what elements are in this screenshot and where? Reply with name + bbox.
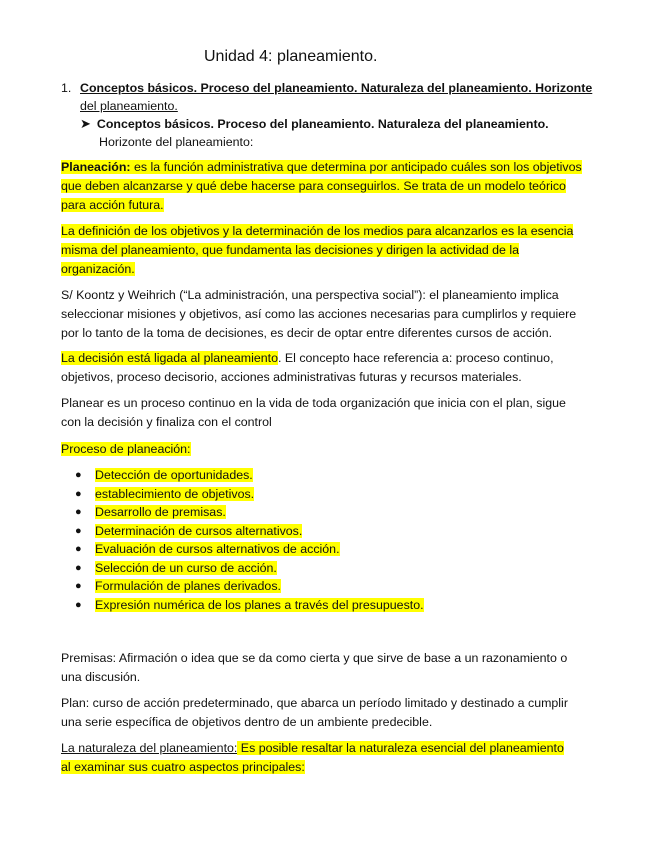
arrow-bullet-icon: ➤ (80, 116, 91, 131)
decision-paragraph: La decisión está ligada al planeamiento. El concepto hace referencia a: proceso continuo, objetivos, proceso decisorio, acciones administrativas futuras y recursos materiales. (61, 351, 554, 384)
section-heading (80, 79, 600, 115)
proceso-title: Proceso de planeación: (61, 442, 191, 456)
bullet-icon: ● (75, 524, 82, 537)
list-item: ● Evaluación de cursos alternativos de acción. (61, 540, 424, 559)
list-item: ● Selección de un curso de acción. (61, 559, 424, 578)
planear-paragraph: Planear es un proceso continuo en la vida de toda organización que inicia con el plan, sigue con la decisión y finaliza con el control (61, 396, 566, 429)
list-item: ● establecimiento de objetivos. (61, 485, 424, 504)
page-title: Unidad 4: planeamiento. (204, 48, 378, 65)
naturaleza-label: La naturaleza del planeamiento: (61, 741, 238, 755)
proceso-steps-list (61, 466, 424, 614)
bullet-icon: ● (75, 487, 82, 500)
section-heading-continuation: del planeamiento. (80, 99, 178, 113)
bullet-icon: ● (75, 580, 82, 592)
bullet-icon: ● (75, 469, 82, 481)
planeacion-term: Planeación: (61, 160, 131, 174)
list-item: ● Detección de oportunidades. (61, 466, 424, 485)
list-item: ● Determinación de cursos alternativos. (61, 522, 424, 541)
planeacion-paragraph: Planeación: es la función administrativa que determina por anticipado cuáles son los objetivos que deben alcanzarse y qué debe hacerse para conseguirlos. Se trata de un modelo teórico para acción futura. (61, 160, 582, 212)
subheading-text: Conceptos básicos. Proceso del planeamiento. Naturaleza del planeamiento. (96, 117, 549, 131)
subheading (80, 115, 600, 133)
list-item: ● Formulación de planes derivados. (61, 577, 424, 596)
koontz-paragraph: S/ Koontz y Weihrich (“La administración, una perspectiva social”): el planeamiento implica seleccionar misiones y objetivos, así como las acciones necesarias para cumplirlos y requiere por lo tanto de la toma de decisiones, es decir de optar entre diferentes cursos de acción. (61, 288, 577, 340)
subheading-continuation: Horizonte del planeamiento: (99, 135, 254, 149)
list-item: ● Expresión numérica de los planes a través del presupuesto. (61, 596, 424, 615)
list-item: ● Desarrollo de premisas. (61, 503, 424, 522)
plan-paragraph: Plan: curso de acción predeterminado, que abarca un período limitado y destinado a cumplir una serie específica de objetivos dentro de un ambiente predecible. (61, 696, 568, 729)
decision-highlight: La decisión está ligada al planeamiento (61, 351, 278, 365)
section-heading-text: Conceptos básicos. Proceso del planeamiento. Naturaleza del planeamiento. Horizonte (80, 81, 593, 95)
section-number: 1. (61, 81, 72, 95)
bullet-icon: ● (75, 506, 82, 518)
bullet-icon: ● (75, 543, 82, 555)
definicion-paragraph: La definición de los objetivos y la determinación de los medios para alcanzarlos es la esencia misma del planeamiento, que fundamenta las decisiones y dirigen la actividad de la organización. (61, 224, 574, 276)
bullet-icon: ● (75, 598, 82, 611)
naturaleza-paragraph: La naturaleza del planeamiento: Es posible resaltar la naturaleza esencial del planeamiento al examinar sus cuatro aspectos principales: (61, 741, 564, 774)
premisas-paragraph: Premisas: Afirmación o idea que se da como cierta y que sirve de base a un razonamiento o una discusión. (61, 651, 568, 684)
bullet-icon: ● (75, 561, 82, 574)
